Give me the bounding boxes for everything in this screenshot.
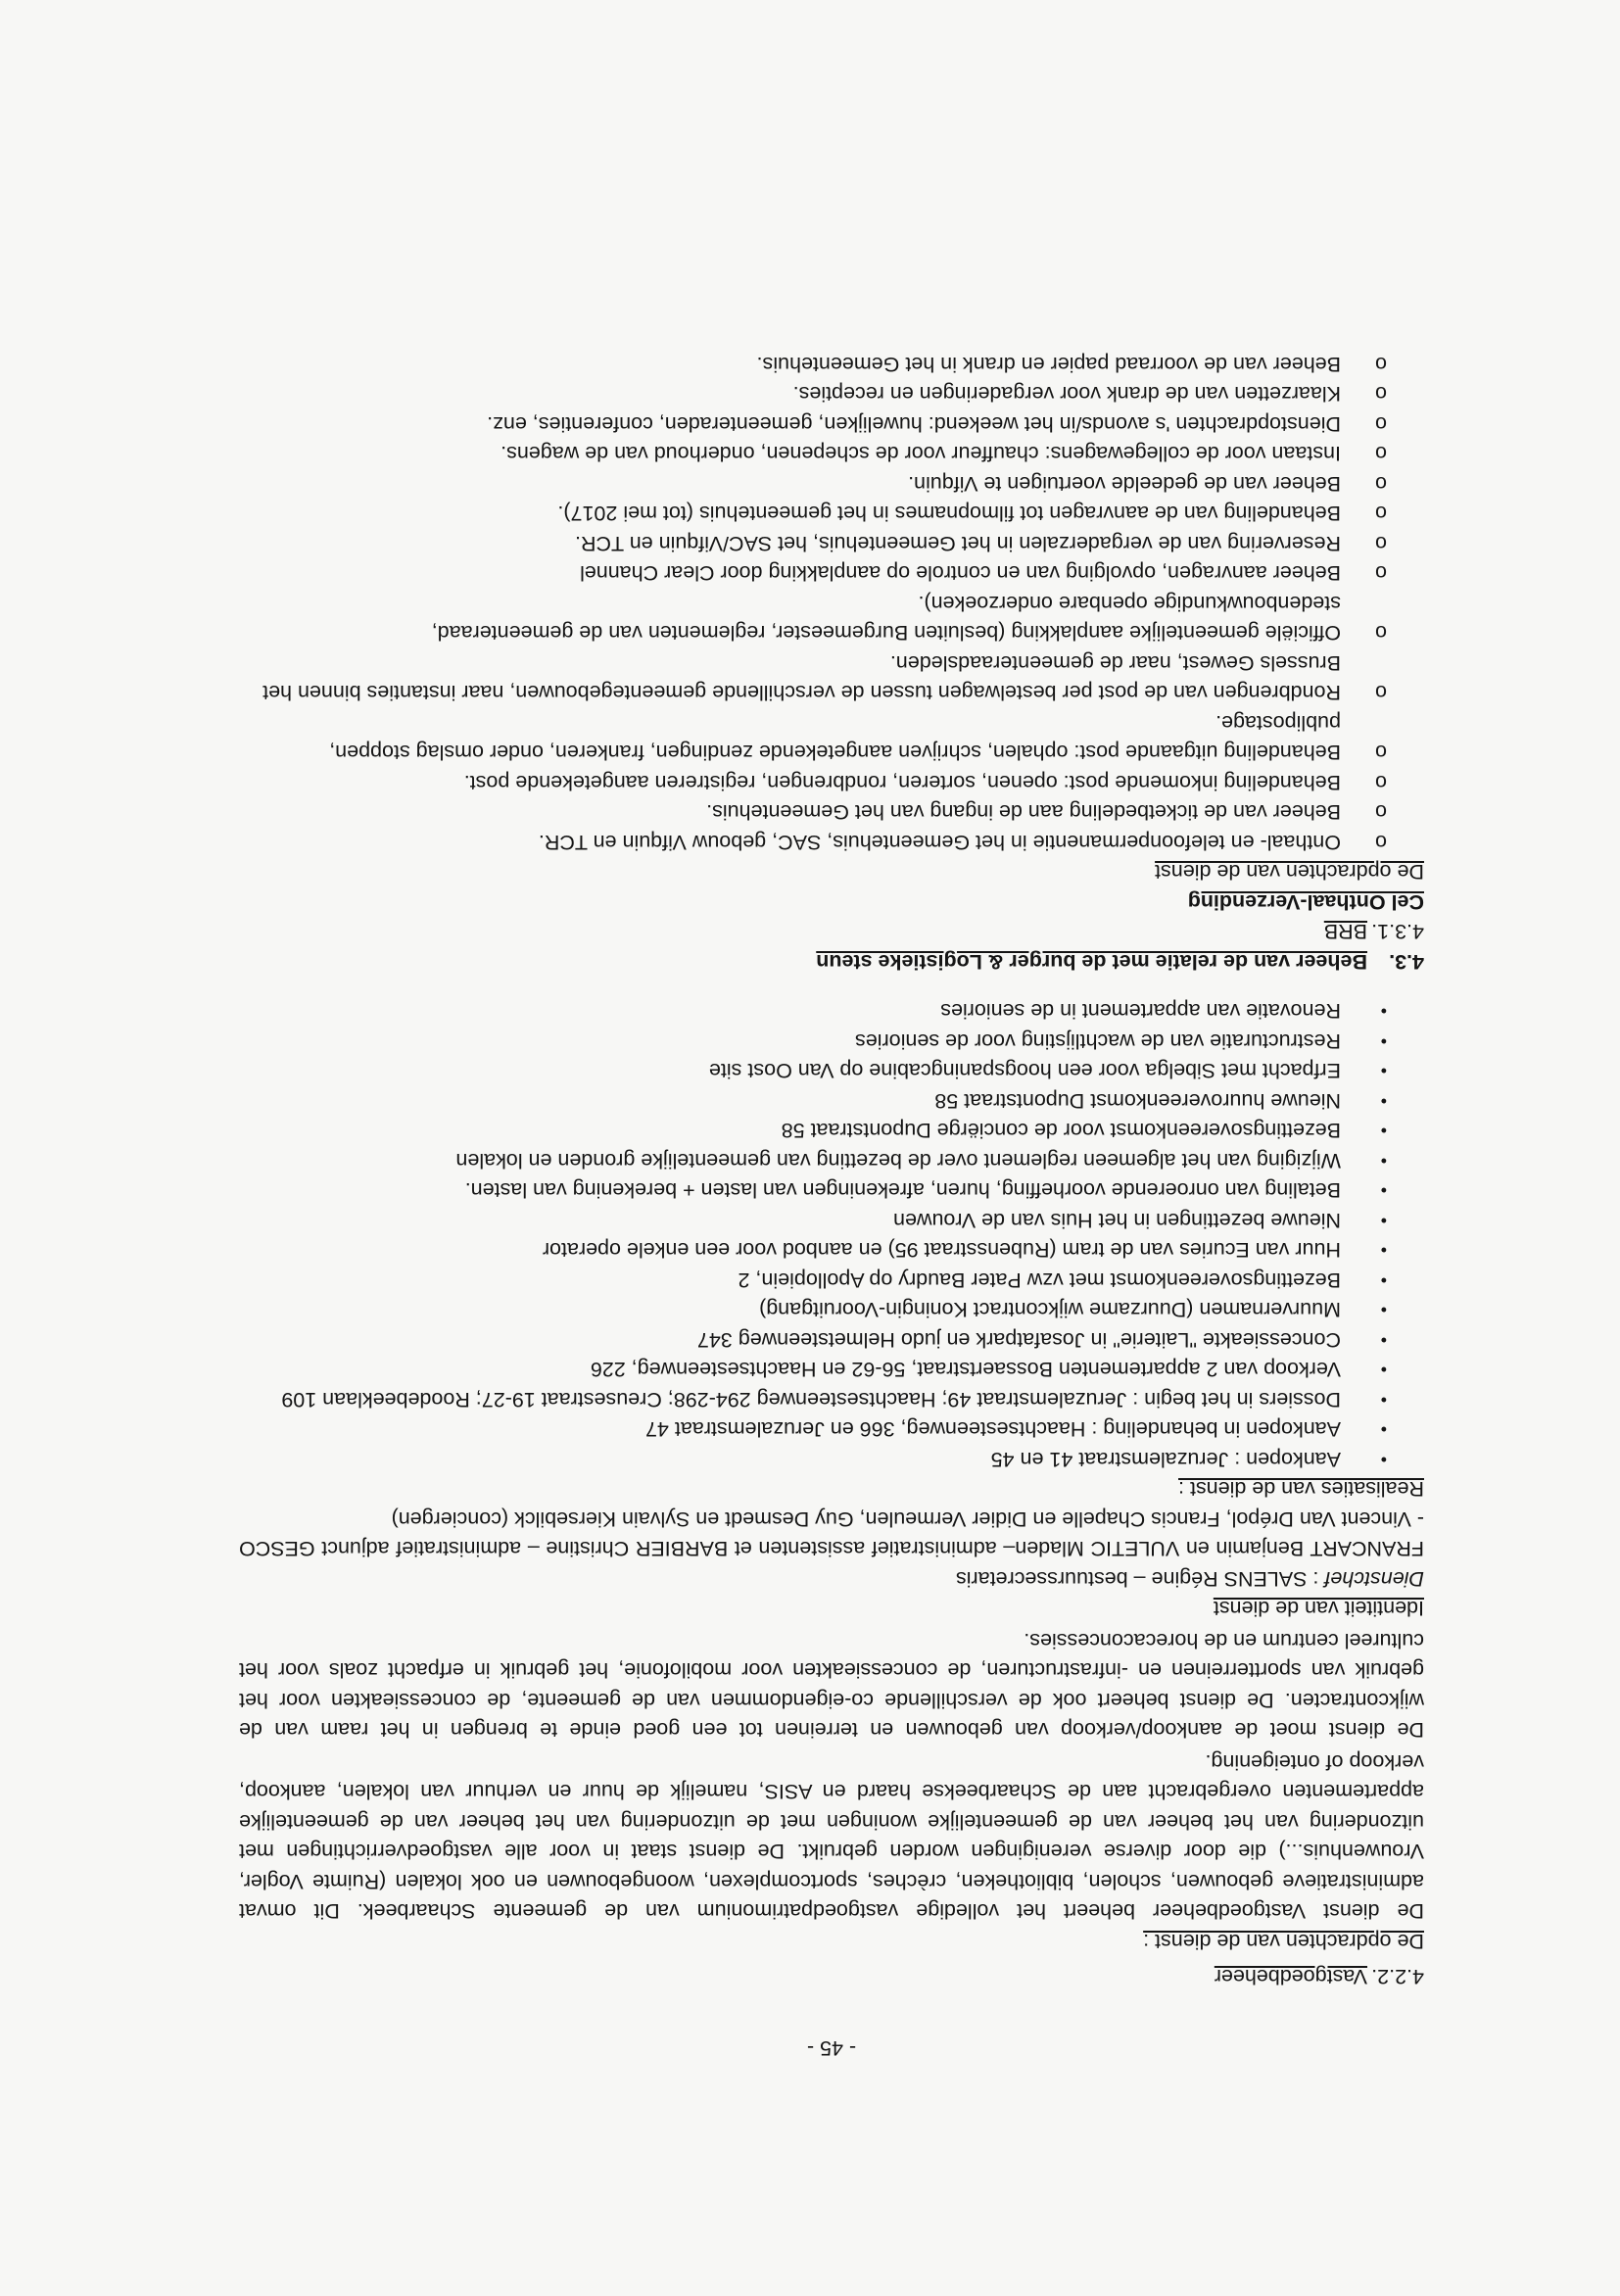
bullet-marker: • xyxy=(1380,1240,1387,1261)
circle-marker: o xyxy=(1375,382,1387,407)
list-item: • Betaling van onroerende voorheffing, huren, afrekeningen van lasten + berekening van lasten. xyxy=(239,1175,1424,1206)
realisaties-list xyxy=(239,996,1424,1474)
list-item: o Officiële gemeentelijke aanplakking (besluiten Burgemeester, reglementen van de gemeenteraad, stedenbouwkundige openbare onderzoeken). xyxy=(239,589,1424,648)
diensthoofd-label: Dienstchef xyxy=(1324,1567,1424,1591)
list-item: o Behandeling van de aanvragen tot filmopnames in het gemeentehuis (tot mei 2017). xyxy=(239,499,1424,529)
opdrachten-label: De opdrachten van de dienst : xyxy=(1143,1930,1424,1953)
list-item: • Bezettingsovereenkomst voor de conciërge Dupontstraat 58 xyxy=(239,1116,1424,1146)
opdrachten-label: De opdrachten van de dienst xyxy=(1155,860,1424,885)
list-item: • Wijziging van het algemeen reglement over de bezetting van gemeentelijke gronden en lokalen xyxy=(239,1146,1424,1176)
bullet-marker: • xyxy=(1380,1390,1387,1410)
list-item: • Verkoop van 2 appartementen Bossaertstraat, 56-62 en Haachtsesteenweg, 226 xyxy=(239,1355,1424,1385)
list-item: • Nieuwe huurovereenkomst Dupontstraat 58 xyxy=(239,1086,1424,1117)
section-number: 4.3. xyxy=(1389,950,1424,974)
staff-paragraph: FRANCART Benjamin en VULETIC Mladen– administratief assistenten et BARBIER Christine – administratief adjunct GESCO - Vincent Van Drépol, Francis Chapelle en Didier Vermeulen, Guy Desmedt en Sylvain Kiersebilck (conciergen) xyxy=(239,1507,1424,1561)
page-content xyxy=(239,350,1424,2064)
bullet-marker: • xyxy=(1380,1061,1387,1081)
bullet-marker: • xyxy=(1380,1001,1387,1022)
circle-marker: o xyxy=(1375,502,1387,526)
bullet-marker: • xyxy=(1380,1419,1387,1440)
list-item: o Dienstopdrachten 's avonds/in het weekend: huwelijken, gemeenteraden, conferenties, enz. xyxy=(239,409,1424,440)
circle-marker: o xyxy=(1375,800,1387,825)
section-heading-relatie xyxy=(239,947,1424,978)
list-item: • Erfpacht met Sibelga voor een hoogspaningcabine op Van Oost site xyxy=(239,1056,1424,1086)
list-item: • Aankopen in behandeling : Haachtsesteenweg, 366 en Jeruzalemstraat 47 xyxy=(239,1414,1424,1445)
diensthoofd-line xyxy=(239,1564,1424,1595)
list-item: • Nieuwe bezettingen in het Huis van de Vrouwen xyxy=(239,1206,1424,1236)
bullet-marker: • xyxy=(1380,1211,1387,1230)
list-item: o Beheer van de gedeelde voertuigen te Vifquin. xyxy=(239,469,1424,500)
section-title: Beheer van de relatie met de burger & Logistieke steun xyxy=(816,950,1368,974)
bullet-marker: • xyxy=(1380,1450,1387,1469)
list-item: • Dossiers in het begin : Jeruzalemstraat 49; Haachtsesteenweg 294-298; Creusestraat 19-27; Roodebeeklaan 109 xyxy=(239,1385,1424,1415)
subsection-number: 4.3.1. xyxy=(1371,920,1424,944)
section-heading-vastgoed xyxy=(239,1962,1424,1992)
intro-paragraph: De dienst Vastgoedbeheer beheert het volledige vastgoedpatrimonium van de gemeente Schaarbeek. Dit omvat administratieve gebouwen, scholen, bibliotheken, crèches, sportcomplexen, woongebouwen en ook lokalen (Ruimte Vogler, Vrouwenhuis...) die door diverse verenigingen worden gebruikt. De dienst staat in voor alle vastgoedverrichtingen met uitzondering van het beheer van de gemeentelijke woningen met de uitzondering van het beheer van de gemeentelijke appartementen overgebracht aan de Schaarbeekse haard en ASIS, namelijk de huur en verhuur van lokalen, aankoop, verkoop of onteigening. xyxy=(239,1750,1424,1924)
bullet-marker: • xyxy=(1380,1270,1387,1290)
page-number: - 45 - xyxy=(806,2036,857,2060)
bullet-marker: • xyxy=(1380,1121,1387,1141)
subsection-heading xyxy=(239,917,1424,947)
bullet-marker: • xyxy=(1380,1091,1387,1111)
second-paragraph: De dienst moet de aankoop/verkoop van gebouwen en terreinen tot een goed einde te brengen in het raam van de wijkcontracten. De dienst beheert ook de verschillende co-eigendommen van de gemeente, de concessieakten voor het gebruik van sportterreinen en -infrastructuren, de concessieakten voor mobilofonie, het gebruik in erfpacht zoals voor het cultureel centrum en de horecaconcessies. xyxy=(239,1629,1424,1743)
list-item: • Huur van Ecuries van de tram (Rubensstraat 95) en aanbod voor een enkele operator xyxy=(239,1235,1424,1266)
list-item: o Beheer aanvragen, opvolging van en controle op aanplakking door Clear Channel xyxy=(239,558,1424,589)
opdrachten-list xyxy=(239,350,1424,858)
bullet-marker: • xyxy=(1380,1300,1387,1320)
circle-marker: o xyxy=(1375,741,1387,765)
diensthoofd-value: : SALENS Régine – bestuurssecretaris xyxy=(955,1567,1319,1591)
circle-marker: o xyxy=(1375,442,1387,466)
circle-marker: o xyxy=(1375,621,1387,646)
circle-marker: o xyxy=(1375,412,1387,436)
circle-marker: o xyxy=(1375,472,1387,496)
section-title: Vastgoedbeheer xyxy=(1214,1965,1368,1989)
list-item: • Muurvernamen (Duurzame wijkcontract Koningin-Vooruitgang) xyxy=(239,1295,1424,1325)
list-item: o Reservering van de vergaderzalen in het Gemeentehuis, het SAC/Vifquin en TCR. xyxy=(239,529,1424,559)
list-item: • Restructuratie van de wachtlijsting voor de seniories xyxy=(239,1027,1424,1057)
list-item: o Beheer van de voorraad papier en drank in het Gemeentehuis. xyxy=(239,350,1424,380)
list-item: • Renovatie van appartement in de seniories xyxy=(239,996,1424,1027)
list-item: o Beheer van de ticketbedeling aan de ingang van het Gemeentehuis. xyxy=(239,797,1424,828)
list-item: o Instaan voor de collegewagens: chauffeur voor de schepenen, onderhoud van de wagens. xyxy=(239,439,1424,469)
cel-title: Cel Onthaal-Verzending xyxy=(1187,890,1424,914)
list-item: • Concessieakte "Laiterie" in Josafatpark en judo Helmetsteenweg 347 xyxy=(239,1325,1424,1356)
list-item: • Aankopen : Jeruzalemstraat 41 en 45 xyxy=(239,1445,1424,1475)
circle-marker: o xyxy=(1375,353,1387,376)
circle-marker: o xyxy=(1375,561,1387,586)
list-item: o Behandeling inkomende post: openen, sorteren, rondbrengen, registreren aangetekende post. xyxy=(239,768,1424,798)
identiteit-label: Identiteit van de dienst xyxy=(1213,1597,1424,1621)
bullet-marker: • xyxy=(1380,1151,1387,1171)
realisaties-label: Realisaties van de dienst : xyxy=(1178,1477,1424,1502)
circle-marker: o xyxy=(1375,831,1387,854)
list-item: o Behandeling uitgaande post: ophalen, schrijven aangetekende zendingen, frankeren, onder omslag stoppen, publipostage. xyxy=(239,708,1424,768)
bullet-marker: • xyxy=(1380,1330,1387,1350)
list-item: o Onthaal- en telefoonpermanentie in het Gemeentehuis, SAC, gebouw Vifquin en TCR. xyxy=(239,828,1424,858)
circle-marker: o xyxy=(1375,681,1387,705)
list-item: o Rondbrengen van de post per bestelwagen tussen de verschillende gemeentegebouwen, naar instanties binnen het Brussels Gewest, naar de gemeenteraadsleden. xyxy=(239,648,1424,708)
bullet-marker: • xyxy=(1380,1180,1387,1201)
list-item: o Klaarzetten van de drank voor vergaderingen en recepties. xyxy=(239,379,1424,409)
circle-marker: o xyxy=(1375,771,1387,794)
section-number: 4.2.2. xyxy=(1371,1965,1424,1989)
bullet-marker: • xyxy=(1380,1360,1387,1380)
list-item: • Bezettingsovereenkomst met vzw Pater Baudry op Apollopiein, 2 xyxy=(239,1266,1424,1296)
bullet-marker: • xyxy=(1380,1031,1387,1051)
subsection-title: BRB xyxy=(1323,920,1368,944)
circle-marker: o xyxy=(1375,532,1387,555)
